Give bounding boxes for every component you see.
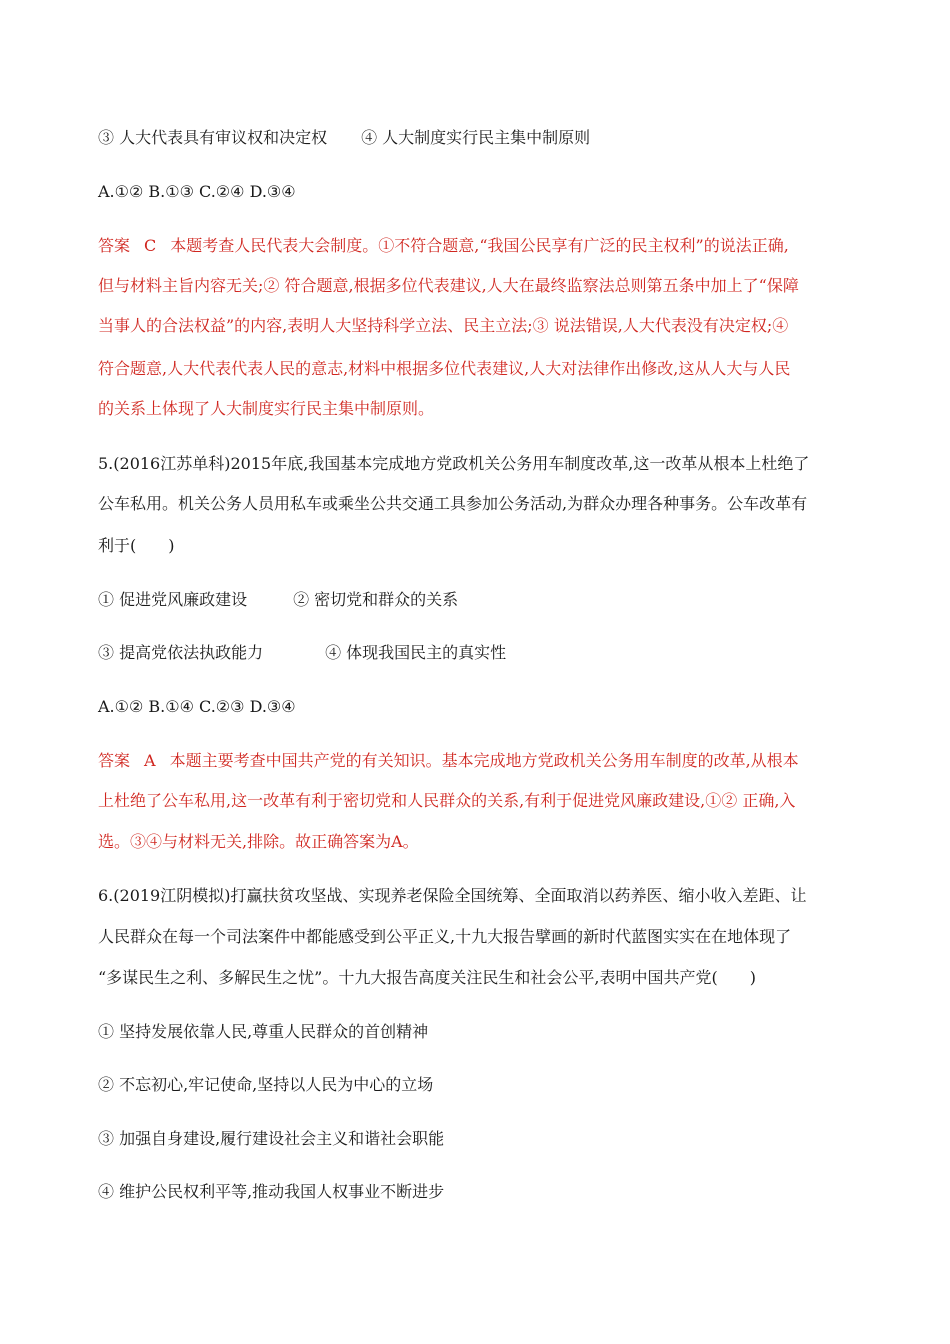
q5-choices: A.①② B.①④ C.②③ D.③④: [98, 697, 296, 716]
a4-line-4: 符合题意,人大代表代表人民的意志,材料中根据多位代表建议,人大对法律作出修改,这从人大与人民: [98, 359, 791, 378]
a4-line-3: 当事人的合法权益”的内容,表明人大坚持科学立法、民主立法;③ 说法错误,人大代表没有决定权;④: [98, 316, 789, 335]
answer-label: 答案: [98, 751, 131, 770]
a4-line-2: 但与材料主旨内容无关;② 符合题意,根据多位代表建议,人大在最终监察法总则第五条中加上了“保障: [98, 276, 799, 295]
q5-option-4: ④ 体现我国民主的真实性: [325, 643, 507, 662]
q6-stem-3: “多谋民生之利、多解民生之忧”。十九大报告高度关注民生和社会公平,表明中国共产党( ): [98, 968, 756, 987]
a5-text-1: 本题主要考查中国共产党的有关知识。基本完成地方党政机关公务用车制度的改革,从根本: [169, 751, 799, 770]
a4-line-5: 的关系上体现了人大制度实行民主集中制原则。: [98, 399, 435, 418]
answer-letter: C: [144, 236, 157, 255]
q4-option-3: ③ 人大代表具有审议权和决定权: [98, 128, 328, 147]
answer-label: 答案: [98, 236, 131, 255]
a5-line-1: [98, 750, 799, 772]
q6-stem-1: 6.(2019江阴模拟)打赢扶贫攻坚战、实现养老保险全国统筹、全面取消以药养医、缩小收入差距、让: [98, 886, 807, 905]
q5-option-3: ③ 提高党依法执政能力: [98, 643, 264, 662]
q5-stem-1: 5.(2016江苏单科)2015年底,我国基本完成地方党政机关公务用车制度改革,这一改革从根本上杜绝了: [98, 454, 810, 473]
q5-stem-2: 公车私用。机关公务人员用私车或乘坐公共交通工具参加公务活动,为群众办理各种事务。公车改革有: [98, 494, 808, 513]
q6-option-3: ③ 加强自身建设,履行建设社会主义和谐社会职能: [98, 1129, 445, 1148]
q4-options-row-2: [98, 127, 590, 149]
q4-choices: A.①② B.①③ C.②④ D.③④: [98, 182, 296, 201]
q4-option-4: ④ 人大制度实行民主集中制原则: [361, 128, 591, 147]
q5-option-2: ② 密切党和群众的关系: [293, 590, 459, 609]
answer-letter: A: [144, 751, 156, 770]
a4-text-1: 本题考查人民代表大会制度。①不符合题意,“我国公民享有广泛的民主权利”的说法正确,: [170, 236, 789, 255]
q5-option-1: ① 促进党风廉政建设: [98, 590, 248, 609]
q5-options-row-2: [98, 642, 506, 664]
q6-option-1: ① 坚持发展依靠人民,尊重人民群众的首创精神: [98, 1022, 429, 1041]
q6-option-4: ④ 维护公民权利平等,推动我国人权事业不断进步: [98, 1182, 445, 1201]
a5-line-2: 上杜绝了公车私用,这一改革有利于密切党和人民群众的关系,有利于促进党风廉政建设,①② 正确,入: [98, 791, 796, 810]
a4-line-1: [98, 235, 789, 257]
q6-stem-2: 人民群众在每一个司法案件中都能感受到公平正义,十九大报告擘画的新时代蓝图实实在在地体现了: [98, 927, 792, 946]
q6-option-2: ② 不忘初心,牢记使命,坚持以人民为中心的立场: [98, 1075, 434, 1094]
q5-options-row-1: [98, 589, 458, 611]
q5-stem-3: 利于( ): [98, 536, 175, 555]
a5-line-3: 选。③④与材料无关,排除。故正确答案为A。: [98, 832, 419, 851]
